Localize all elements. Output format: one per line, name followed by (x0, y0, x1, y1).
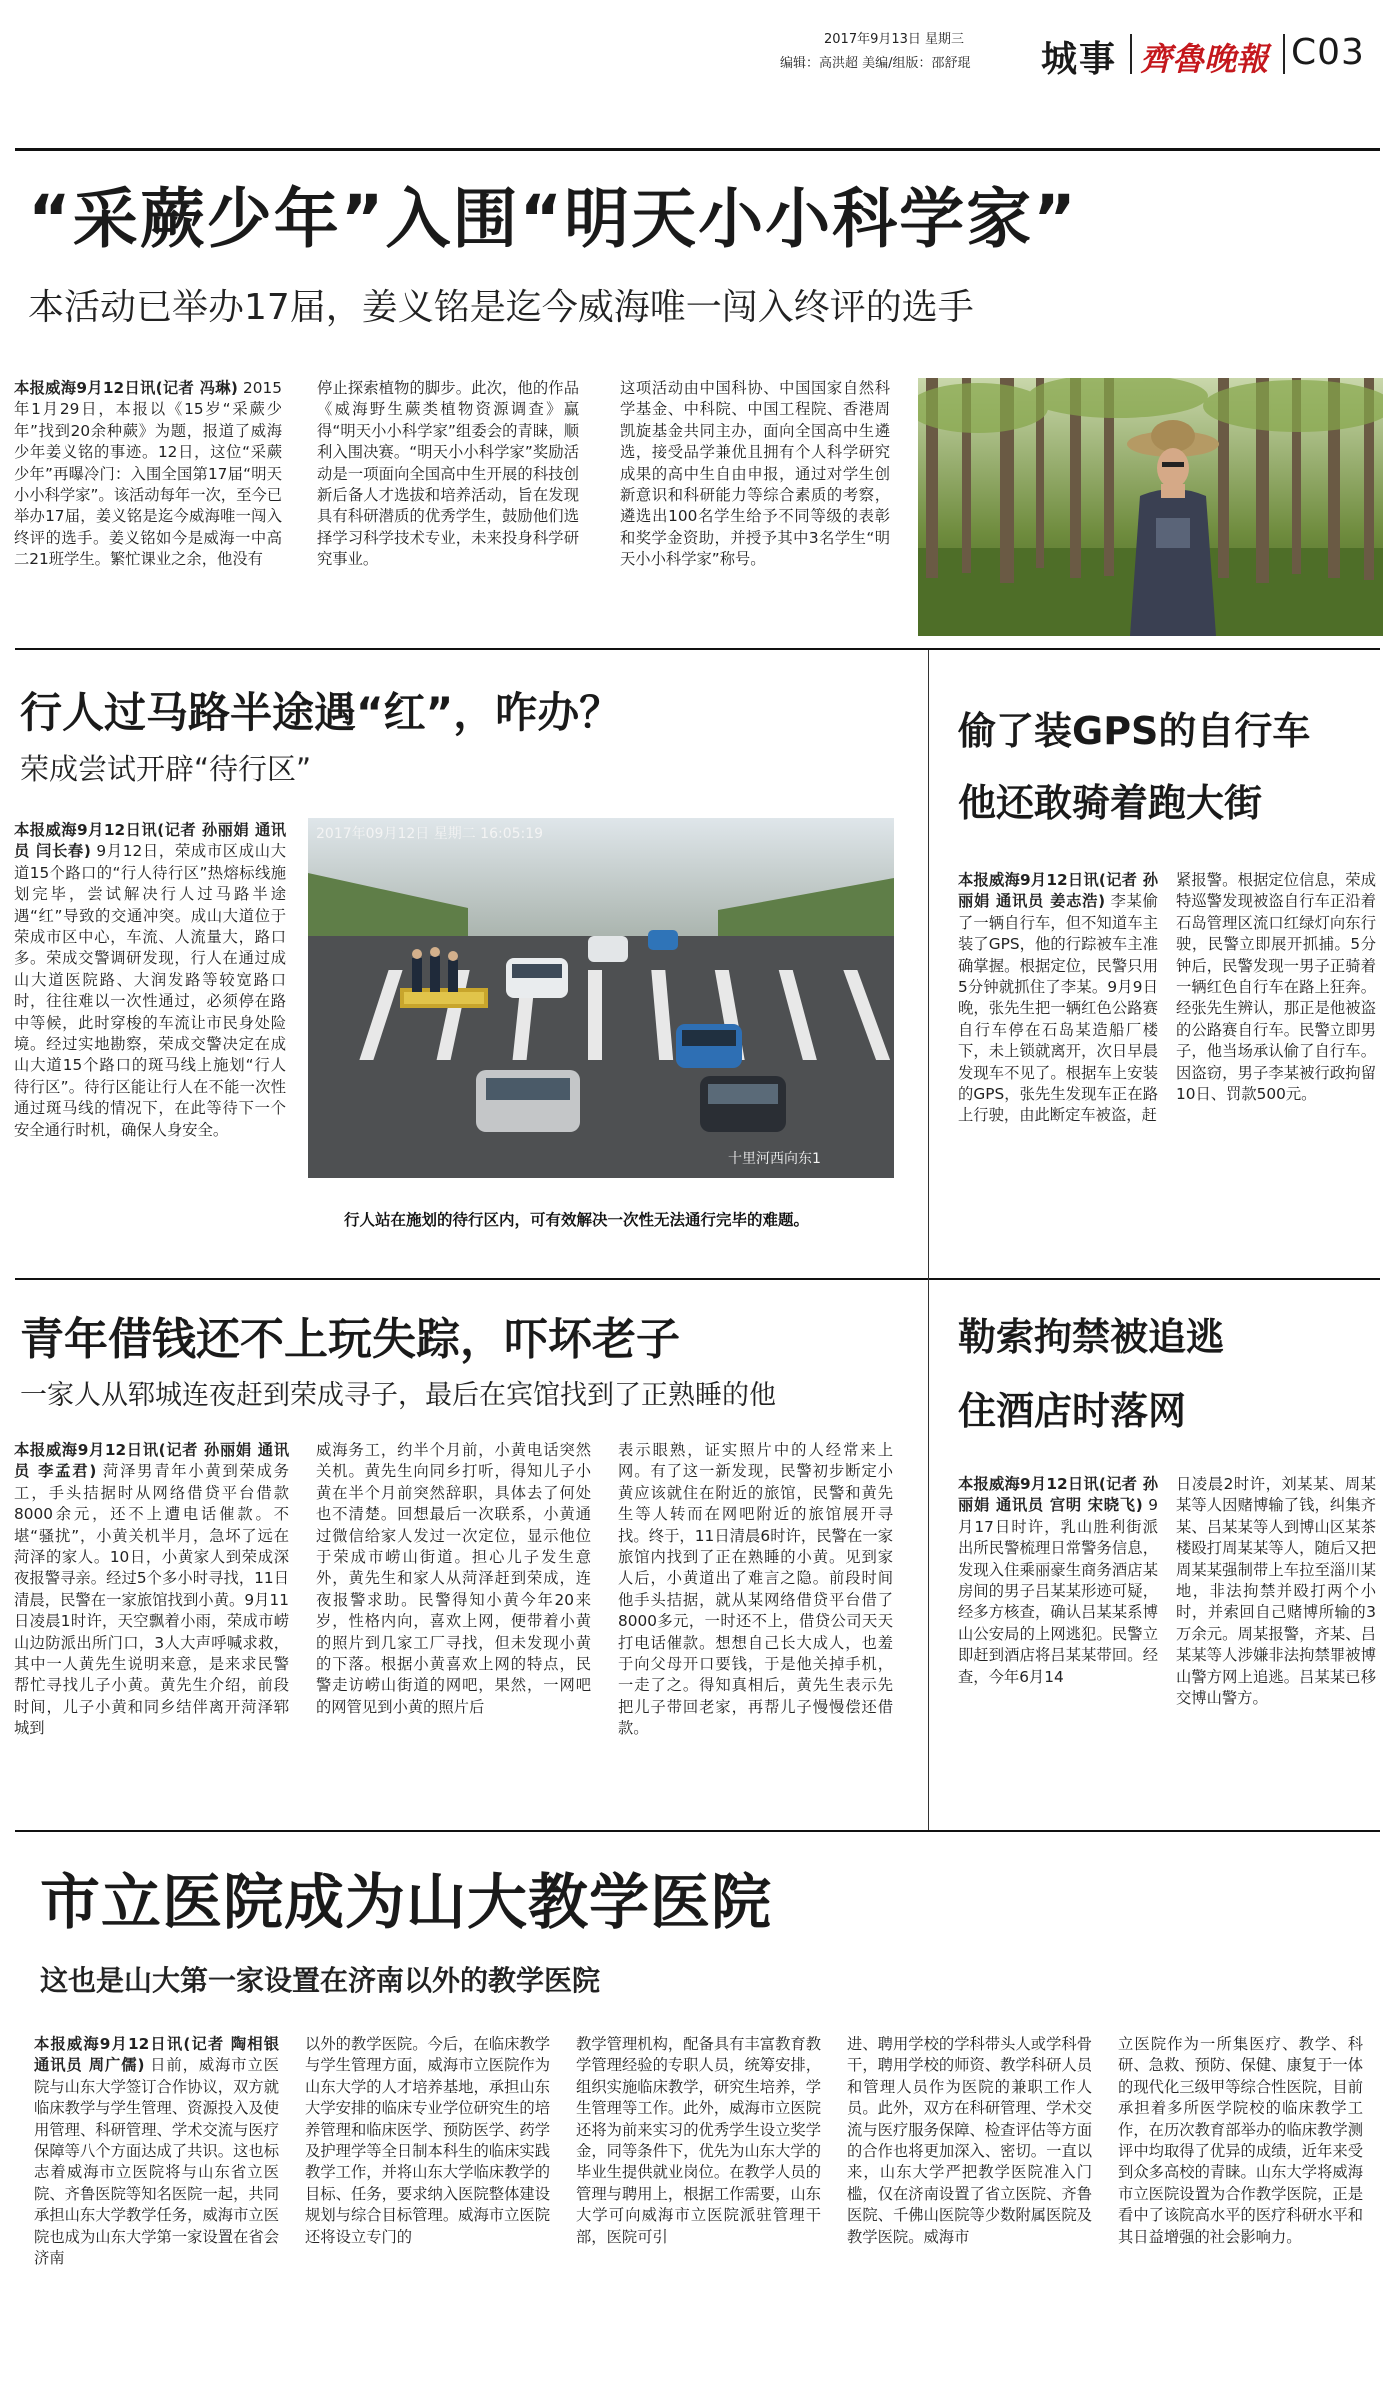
newspaper-logo: 齊魯晚報 (1140, 40, 1269, 78)
article1-dateline: 本报威海9月12日讯(记者 冯琳) (14, 379, 238, 397)
divider-bar (1283, 34, 1285, 74)
photo-timestamp-overlay: 2017年09月12日 星期二 16:05:19 (316, 826, 544, 842)
article3-dateline: 本报威海9月12日讯(记者 孙丽娟 通讯员 姜志浩) (958, 871, 1158, 911)
section-label: 城事 (1041, 39, 1118, 80)
section-rule (15, 1278, 1380, 1280)
article6-subtitle: 这也是山大第一家设置在济南以外的教学医院 (40, 1964, 601, 1997)
article6-body-col3: 教学管理机构，配备具有丰富教育教学管理经验的专职人员，统筹安排，组织实施临床教学，研究生培养，学生管理等工作。此外，威海市立医院还将为前来实习的优秀学生设立奖学金，同等条件下，优先为山东大学的毕业生提供就业岗位。在教学人员的管理与聘用上，根据工作需要，山东大学可向威海市立医院派驻管理干部，医院可引 (576, 2035, 821, 2246)
article1-body-col2: 停止探索植物的脚步。此次，他的作品《威海野生蕨类植物资源调查》赢得“明天小小科学家”组委会的青睐，顺利入围决赛。“明天小小科学家”奖励活动是一项面向全国高中生开展的科技创新后备人才选拔和培养活动，旨在发现具有科研潜质的优秀学生，鼓励他们选择学习科学技术专业，未来投身科学研究事业。 (317, 379, 579, 569)
article1-subtitle: 本活动已举办17届，姜义铭是迄今威海唯一闯入终评的选手 (28, 287, 974, 328)
article4-col2 (316, 1440, 591, 1820)
article2-body: 9月12日，荣成市区成山大道15个路口的“行人待行区”热熔标线施划完毕，尝试解决行人过马路半途遇“红”导致的交通冲突。成山大道位于荣成市区中心，车流、人流量大，路口多。荣成交警调研发现，行人在通过成山大道医院路、大润发路等较宽路口时，往往难以一次性通过，必须停在路中等候，此时穿梭的车流让市民身处险境。经过实地勘察，荣成交警决定在成山大道15个路口的斑马线上施划“行人待行区”。待行区能让行人在不能一次性通过斑马线的情况下，在此等待下一个安全通行时机，确保人身安全。 (14, 842, 286, 1139)
article5-col2 (1176, 1474, 1376, 1824)
article4-body-col2: 威海务工，约半个月前，小黄电话突然关机。黄先生向同乡打听，得知儿子小黄在半个月前突然辞职，具体去了何处也不清楚。回想最后一次联系，小黄通过微信给家人发过一次定位，显示他位于荣成市崂山街道。担心儿子发生意外，黄先生和家人从菏泽赶到荣成，连夜报警求助。民警得知小黄今年20来岁，性格内向，喜欢上网，便带着小黄的照片到几家工厂寻找，但未发现小黄的下落。根据小黄喜欢上网的特点，民警走访崂山街道的网吧，果然，一网吧的网管见到小黄的照片后 (316, 1441, 591, 1716)
article6-dateline: 本报威海9月12日讯(记者 陶相银 通讯员 周广儒) (34, 2035, 279, 2075)
article6-col5 (1118, 2034, 1363, 2384)
article6-body-col5: 立医院作为一所集医疗、教学、科研、急救、预防、保健、康复于一体的现代化三级甲等综合性医院，目前承担着多所医学院校的临床教学工作，在历次教育部举办的临床教学测评中均取得了优异的成绩，近年来受到众多高校的青睐。山东大学将威海市立医院设置为合作教学医院，正是看中了该院高水平的医疗科研水平和其日益增强的社会影响力。 (1118, 2035, 1363, 2246)
divider-bar (1130, 34, 1132, 74)
page-editors: 编辑：高洪超 美编/组版：邵舒琨 (780, 56, 971, 71)
article6-col1 (34, 2034, 279, 2384)
page-number: C03 (1291, 32, 1365, 73)
page-date: 2017年9月13日 星期三 (824, 32, 965, 47)
article4-col1 (14, 1440, 289, 1820)
article2-body-column (14, 820, 286, 1270)
article6-col3 (576, 2034, 821, 2384)
article4-body-col3: 表示眼熟，证实照片中的人经常来上网。有了这一新发现，民警初步断定小黄应该就住在附近的旅馆，民警和黄先生等人转而在网吧附近的旅馆展开寻找。终于，11日清晨6时许，民警在一家旅馆内找到了正在熟睡的小黄。见到家人后，小黄道出了难言之隐。前段时间他手头拮据，就从某网络借贷平台借了8000多元，一时还不上，借贷公司天天打电话催款。想想自己长大成人，也羞于向父母开口要钱，于是他关掉手机，一走了之。得知真相后，黄先生表示先把儿子带回老家，再帮儿子慢慢偿还借款。 (618, 1441, 893, 1738)
article2-photo-caption: 行人站在施划的待行区内，可有效解决一次性无法通行完毕的难题。 (344, 1211, 810, 1229)
article1-photo-student-in-forest (918, 378, 1383, 636)
article3-col2 (1176, 870, 1376, 1280)
article1-col3 (620, 378, 890, 638)
article6-body-col2: 以外的教学医院。今后，在临床教学与学生管理方面，威海市立医院作为山东大学的人才培养基地，承担山东大学安排的临床专业学位研究生的培养管理和临床医学、预防医学、药学及护理学等全日制本科生的临床实践教学工作，并将山东大学临床教学的目标、任务，要求纳入医院整体建设规划与综合目标管理。威海市立医院还将设立专门的 (305, 2035, 550, 2246)
article1-col1 (14, 378, 282, 638)
column-separator (928, 650, 929, 1830)
article4-col3 (618, 1440, 893, 1820)
article4-dateline: 本报威海9月12日讯(记者 孙丽娟 通讯员 李孟君) (14, 1441, 289, 1481)
article3-col1 (958, 870, 1158, 1280)
article3-title-line1: 偷了装GPS的自行车 (958, 709, 1311, 753)
article4-title: 青年借钱还不上玩失踪，吓坏老子 (20, 1314, 680, 1365)
article5-title-line2: 住酒店时落网 (958, 1389, 1187, 1433)
article1-body-col3: 这项活动由中国科协、中国国家自然科学基金、中科院、中国工程院、香港周凯旋基金共同主办，面向全国高中生遴选，接受品学兼优且拥有个人科学研究成果的高中生自由申报，通过对学生创新意识和科研能力等综合素质的考察，遴选出100名学生给予不同等级的表彰和奖学金资助，并授予其中3名学生“明天小小科学家”称号。 (620, 379, 890, 569)
article3-title-line2: 他还敢骑着跑大街 (958, 781, 1263, 825)
article6-title: 市立医院成为山大教学医院 (40, 1868, 772, 1938)
article5-col1 (958, 1474, 1158, 1824)
article2-dateline: 本报威海9月12日讯(记者 孙丽娟 通讯员 闫长春) (14, 821, 286, 861)
article1-body-col1: 2015年1月29日，本报以《15岁“采蕨少年”找到20余种蕨》为题，报道了威海少年姜义铭的事迹。12日，这位“采蕨少年”再曝冷门：入围全国第17届“明天小小科学家”。该活动每年一次，至今已举办17届，姜义铭是迄今威海唯一闯入终评的选手。姜义铭如今是威海一中高二21班学生。繁忙课业之余，他没有 (14, 379, 282, 569)
article3-body-col2: 紧报警。根据定位信息，荣成特巡警发现被盗自行车正沿着石岛管理区流口红绿灯向东行驶，民警立即展开抓捕。5分钟后，民警发现一男子正骑着一辆红色自行车在路上狂奔。经张先生辨认，那正是他被盗的公路赛自行车。民警立即男子，他当场承认偷了自行车。因盗窃，男子李某被行政拘留10日、罚款500元。 (1176, 871, 1376, 1104)
article1-title: “采蕨少年”入围“明天小小科学家” (28, 182, 1078, 257)
article2-photo-crosswalk-waiting-zone (308, 818, 894, 1178)
article6-col2 (305, 2034, 550, 2384)
section-rule (15, 648, 1380, 650)
section-rule (15, 1830, 1380, 1832)
article4-subtitle: 一家人从郓城连夜赶到荣成寻子，最后在宾馆找到了正熟睡的他 (20, 1380, 776, 1411)
photo-location-overlay: 十里河西向东1 (728, 1151, 821, 1167)
article1-col2 (317, 378, 579, 638)
article5-title-line1: 勒索拘禁被追逃 (958, 1315, 1225, 1359)
article6-col4 (847, 2034, 1092, 2384)
article3-body-col1: 李某偷了一辆自行车，但不知道车主装了GPS，他的行踪被车主准确掌握。根据定位，民警只用5分钟就抓住了李某。9月9日晚，张先生把一辆红色公路赛自行车停在石岛某造船厂楼下，未上锁就离开，次日早晨发现车不见了。根据车上安装的GPS，张先生发现车正在路上行驶，由此断定车被盗，赶 (958, 892, 1158, 1125)
article5-body-col2: 日凌晨2时许，刘某某、周某某等人因赌博输了钱，纠集齐某、吕某某等人到博山区某茶楼殴打周某某等人，随后又把周某某强制带上车拉至淄川某地，非法拘禁并殴打两个小时，并索回自己赌博所输的3万余元。周某报警，齐某、吕某某等人涉嫌非法拘禁罪被博山警方网上追逃。吕某某已移交博山警方。 (1176, 1475, 1376, 1708)
article2-title: 行人过马路半途遇“红”，咋办？ (20, 688, 622, 737)
article5-dateline: 本报威海9月12日讯(记者 孙丽娟 通讯员 宫明 宋晓飞) (958, 1475, 1158, 1515)
article2-subtitle: 荣成尝试开辟“待行区” (20, 752, 312, 786)
article6-body-col1: 日前，威海市立医院与山东大学签订合作协议，双方就临床教学与学生管理、资源投入及使用管理、科研管理、学术交流与医疗保障等八个方面达成了共识。这也标志着威海市立医院将与山东省立医院、齐鲁医院等知名医院一起，共同承担山东大学教学任务，威海市立医院也成为山东大学第一家设置在省会济南 (34, 2056, 279, 2268)
article6-body-col4: 进、聘用学校的学科带头人或学科骨干，聘用学校的师资、教学科研人员和管理人员作为医院的兼职工作人员。此外，双方在科研管理、学术交流与医疗服务保障、检查评估等方面的合作也将更加深入、密切。一直以来，山东大学严把教学医院准入门槛，仅在济南设置了省立医院、齐鲁医院、千佛山医院等少数附属医院及教学医院。威海市 (847, 2035, 1092, 2246)
article5-body-col1: 9月17日时许，乳山胜利街派出所民警梳理日常警务信息，发现入住乘丽豪生商务酒店某房间的男子吕某某形迹可疑，经多方核查，确认吕某某系博山公安局的上网逃犯。民警立即赶到酒店将吕某某带回。经查，今年6月14 (958, 1496, 1158, 1686)
masthead-rule (15, 148, 1380, 151)
article4-body-col1: 菏泽男青年小黄到荣成务工，手头拮据时从网络借贷平台借款8000余元，还不上遭电话催款。不堪“骚扰”，小黄关机半月，急坏了远在菏泽的家人。10日，小黄家人到荣成深夜报警寻亲。经过5个多小时寻找，11日清晨，民警在一家旅馆找到小黄。9月11日凌晨1时许，天空飘着小雨，荣成市崂山边防派出所门口，3人大声呼喊求救，其中一人黄先生说明来意，是来求民警帮忙寻找儿子小黄。黄先生介绍，前段时间，儿子小黄和同乡结伴离开菏泽郓城到 (14, 1462, 289, 1738)
